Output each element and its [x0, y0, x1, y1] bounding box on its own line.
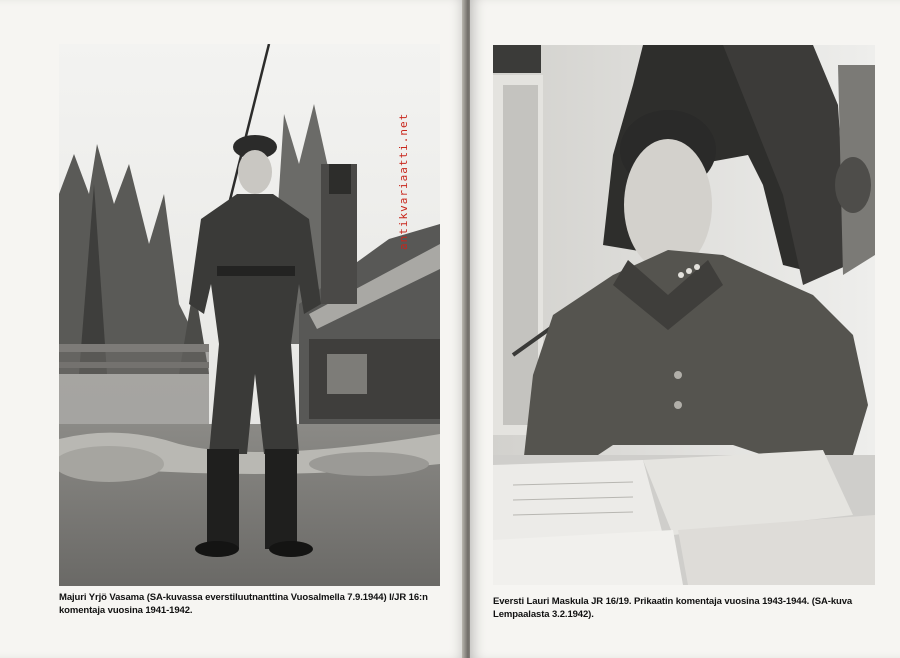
caption-right: Eversti Lauri Maskula JR 16/19. Prikaatin komentaja vuosina 1943-1944. (SA-kuva Lempaalasta 3.2.1942). [493, 596, 853, 620]
right-page [470, 0, 900, 658]
photo-major-vasama-image [59, 44, 440, 586]
photo-major-vasama [59, 44, 440, 586]
photo-colonel-maskula-image [493, 45, 875, 585]
watermark-text: antikvariaatti.net [397, 112, 410, 250]
caption-left: Majuri Yrjö Vasama (SA-kuvassa everstiluutnanttina Vuosalmella 7.9.1944) I/JR 16:n komentaja vuosina 1941-1942. [59, 592, 428, 616]
photo-colonel-maskula [493, 45, 875, 585]
